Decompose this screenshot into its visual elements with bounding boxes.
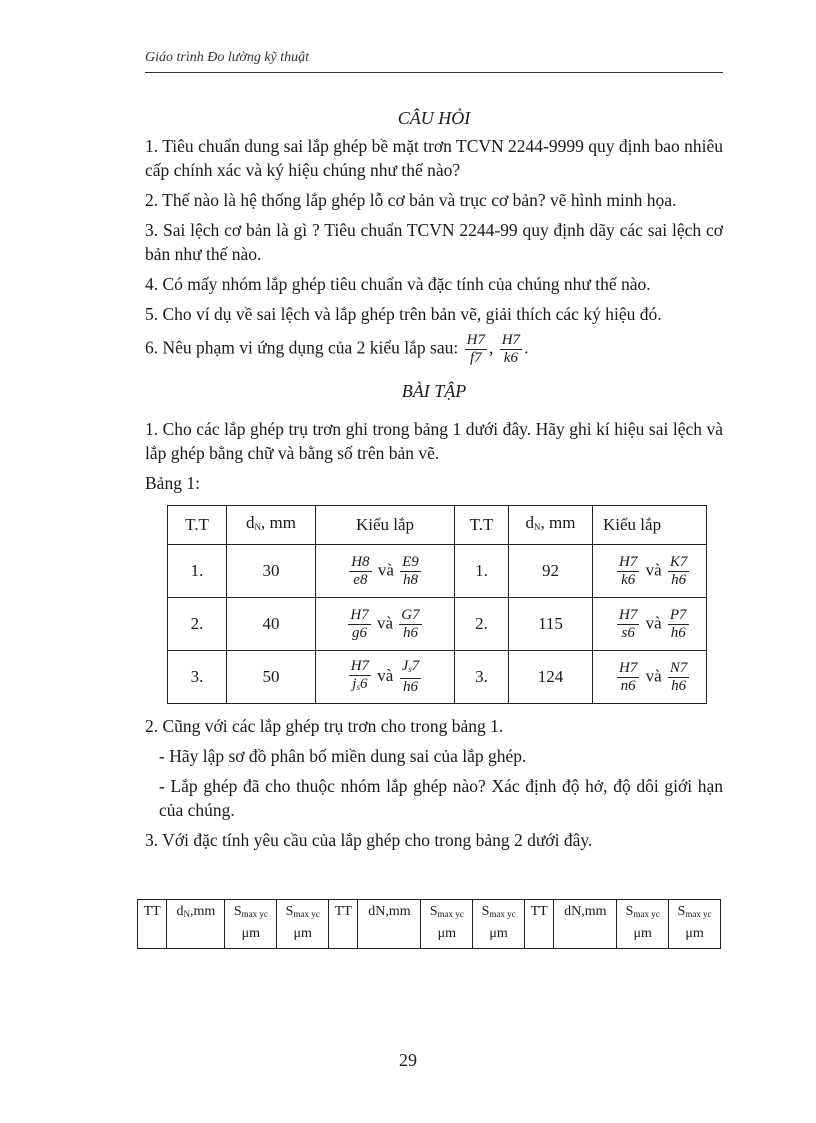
question-5: 5. Cho ví dụ về sai lệch và lắp ghép trên bản vẽ, giải thích các ký hiệu đó. [145, 304, 662, 324]
exercise-2b: - Lắp ghép đã cho thuộc nhóm lắp ghép nào? Xác định độ hở, độ dôi giới hạn của chúng. [159, 776, 723, 820]
table1-caption: Bảng 1: [145, 473, 200, 493]
page-content [145, 106, 723, 858]
table-row: 1. 30 $\frac{H8}{e8}$ và $\frac{E9}{h8}$ 1. 92 $\frac{H7}{k6}$ và $\frac{K7}{h6}$ [168, 545, 707, 598]
question-2: 2. Thế nào là hệ thống lắp ghép lỗ cơ bản và trục cơ bản? vẽ hình minh họa. [145, 190, 677, 210]
exercise-3: 3. Với đặc tính yêu cầu của lắp ghép cho trong bảng 2 dưới đây. [145, 830, 593, 850]
table-1 [167, 505, 707, 704]
page-number: 29 [399, 1050, 417, 1070]
running-header: Giáo trình Đo lường kỹ thuật [145, 50, 310, 65]
question-1: 1. Tiêu chuẩn dung sai lắp ghép bề mặt trơn TCVN 2244-9999 quy định bao nhiêu cấp chính xác và ký hiệu chúng như thế nào? [145, 136, 723, 180]
exercise-2: 2. Cũng với các lắp ghép trụ trơn cho trong bảng 1. [145, 716, 504, 736]
fraction: $\frac{H7}{k6}$ [501, 332, 521, 366]
questions-heading: CÂU HỎI [397, 108, 471, 128]
fraction: $\frac{H7}{f7}$ [466, 332, 485, 366]
exercises-heading: BÀI TẬP [401, 381, 467, 401]
question-3: 3. Sai lệch cơ bản là gì ? Tiêu chuẩn TCVN 2244-99 quy định dãy các sai lệch cơ bản như thế nào. [145, 220, 723, 264]
exercise-1: 1. Cho các lắp ghép trụ trơn ghi trong bảng 1 dưới đây. Hãy ghi kí hiệu sai lệch và lắp ghép bằng chữ và bằng số trên bản vẽ. [145, 419, 723, 463]
question-6: 6. Nêu phạm vi ứng dụng của 2 kiểu lắp sau: $\frac{H7}{f7}$ , $\frac{H7}{k6}$ . [145, 332, 529, 366]
table-row: 3. 50 $\frac{H7}{j_s6}$ và $\frac{J_s7}{h6}$ 3. 124 $\frac{H7}{n6}$ và $\frac{N7}{h6}$ [168, 651, 707, 704]
header-rule [145, 72, 723, 73]
table-row: 2. 40 $\frac{H7}{g6}$ và $\frac{G7}{h6}$ 2. 115 $\frac{H7}{s6}$ và $\frac{P7}{h6}$ [168, 598, 707, 651]
table-header-row: TT $d_N,mm$ $S_{max yc}$ μm $S_{max yc}$ μm TT dN,mm $S_{max yc}$ μm $S_{max yc}$ μm TT dN,mm $S_{max yc}$ μm $S_{max yc}$ μm [138, 900, 721, 949]
table-2 [137, 899, 721, 949]
table-header-row: T.T $d_N$, mm Kiểu lắp T.T $d_N$, mm Kiểu lắp [168, 506, 707, 545]
question-4: 4. Có mấy nhóm lắp ghép tiêu chuẩn và đặc tính của chúng như thế nào. [145, 274, 651, 294]
exercise-2a: - Hãy lập sơ đồ phân bố miền dung sai của lắp ghép. [159, 746, 527, 766]
